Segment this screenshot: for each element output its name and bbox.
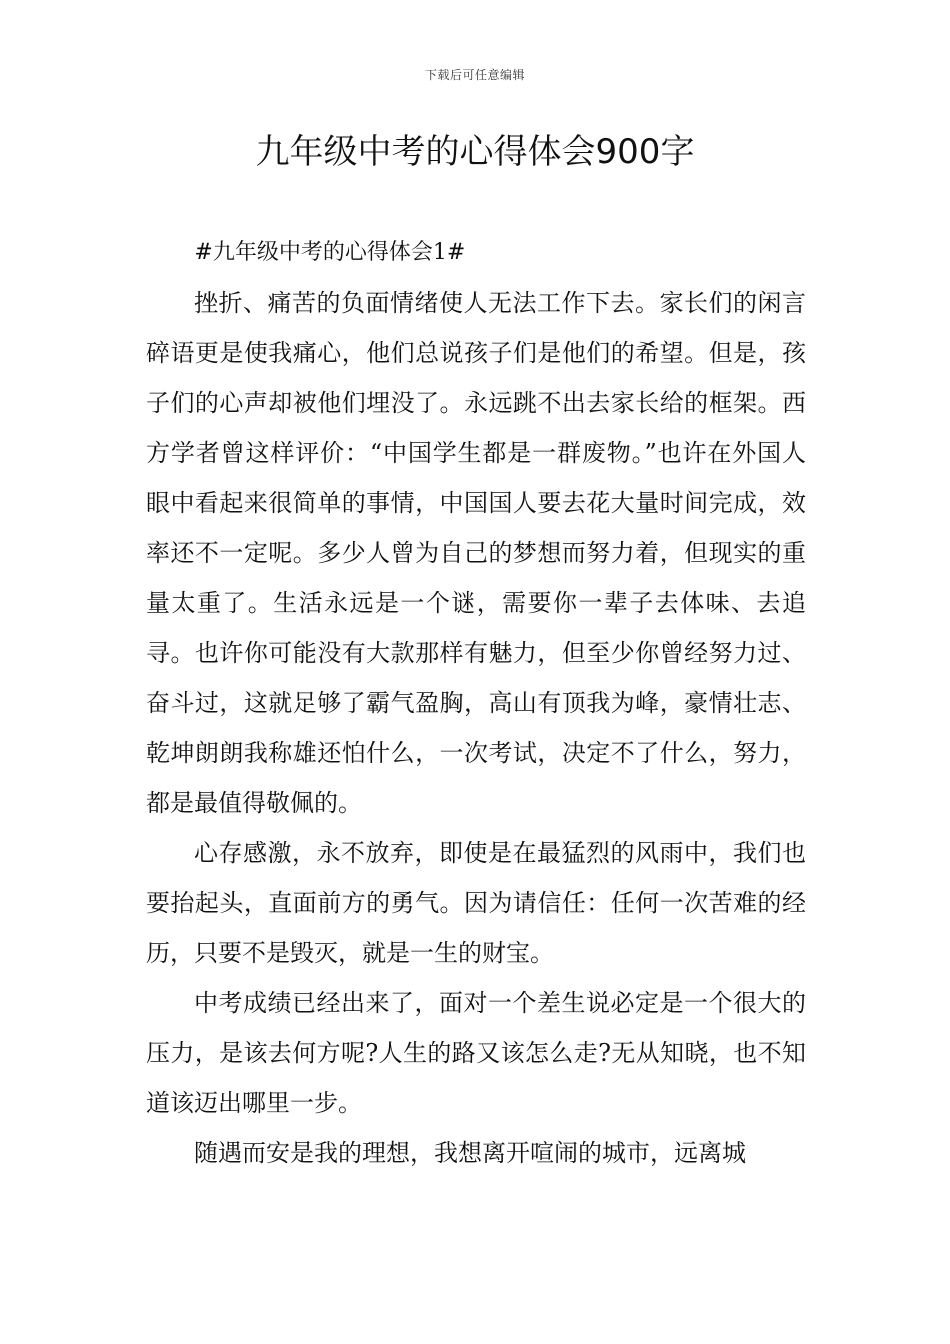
section-heading: #九年级中考的心得体会1# <box>194 240 466 265</box>
paragraph: 随遇而安是我的理想，我想离开喧闹的城市，远离城 <box>194 1139 746 1167</box>
header-note: 下载后可任意编辑 <box>424 68 525 82</box>
document-body <box>146 228 806 1178</box>
paragraph: 中考成绩已经出来了，面对一个差生说必定是一个很大的压力，是该去何方呢?人生的路又该怎么走?无从知晓，也不知道该迈出哪里一步。 <box>146 989 806 1117</box>
paragraph: 心存感激，永不放弃，即使是在最猛烈的风雨中，我们也要抬起头，直面前方的勇气。因为请信任：任何一次苦难的经历，只要不是毁灭，就是一生的财宝。 <box>146 839 806 967</box>
document-title: 九年级中考的心得体会900字 <box>255 132 695 172</box>
paragraph: 挫折、痛苦的负面情绪使人无法工作下去。家长们的闲言碎语更是使我痛心，他们总说孩子们是他们的希望。但是，孩子们的心声却被他们埋没了。永远跳不出去家长给的框架。西方学者曾这样评价：“中国学生都是一群废物。”也许在外国人眼中看起来很简单的事情，中国国人要去花大量时间完成，效率还不一定呢。多少人曾为自己的梦想而努力着，但现实的重量太重了。生活永远是一个谜，需要你一辈子去体味、去追寻。也许你可能没有大款那样有魅力，但至少你曾经努力过、奋斗过，这就足够了霸气盈胸，高山有顶我为峰，豪情壮志、乾坤朗朗我称雄还怕什么，一次考试，决定不了什么，努力，都是最值得敬佩的。 <box>146 289 806 817</box>
